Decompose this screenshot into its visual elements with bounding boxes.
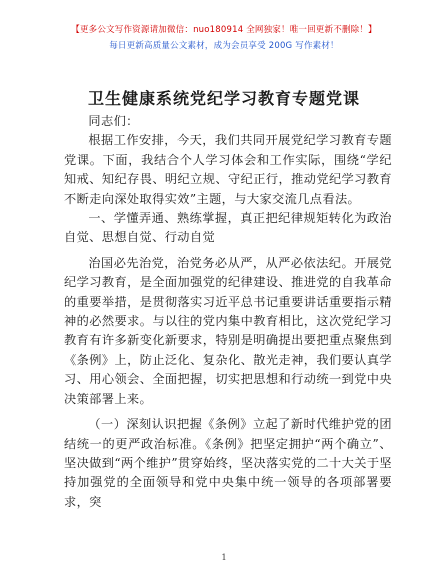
document-title: 卫生健康系统党纪学习教育专题党课 [87, 89, 360, 108]
paragraph-section-1: 治国必先治党，治党务必从严，从严必依法纪。开展党纪学习教育，是全面加强党的纪律建设、推进党的自我革命的重要举措，是贯彻落实习近平总书记重要讲话重要指示精神的必然要求。与以往的党内集中教育相比，这次党纪学习教育有许多新变化新要求，特别是明确提出要把重点聚焦到《条例》上，防止泛化、复杂化、散光走神，我们要认真学习、用心领会、全面把握，切实把思想和行动统一到党中央决策部署上来。 [64, 255, 392, 406]
promo-banner-line-1: 【更多公文写作资源请加微信：nuo180914 全网独家！唯一回更新不删除！】 [71, 25, 377, 35]
promo-banner-line-2: 每日更新高质量公文素材，成为会员享受 200G 写作素材！ [109, 41, 339, 51]
section-heading-1: 一、学懂弄通、熟练掌握，真正把纪律规矩转化为政治自觉、思想自觉、行动自觉 [64, 211, 392, 245]
paragraph-subsection-1: （一）深刻认识把握《条例》立起了新时代维护党的团结统一的更严政治标准。《条例》把坚定拥护“两个确立”、坚决做到“两个维护”贯穿始终，坚决落实党的二十大关于坚持加强党的全面领导和党中央集中统一领导的各项部署要求，突 [64, 417, 392, 509]
salutation: 同志们： [88, 114, 139, 128]
paragraph-intro: 根据工作安排，今天，我们共同开展党纪学习教育专题党课。下面，我结合个人学习体会和工作实际，围绕“学纪知戒、知纪存畏、明纪立规、守纪正行，推动党纪学习教育不断走向深处取得实效”主题，与大家交流几点看法。 [64, 133, 392, 206]
page-number: 1 [221, 553, 227, 562]
document-body [64, 112, 392, 512]
promo-banner [0, 22, 448, 54]
